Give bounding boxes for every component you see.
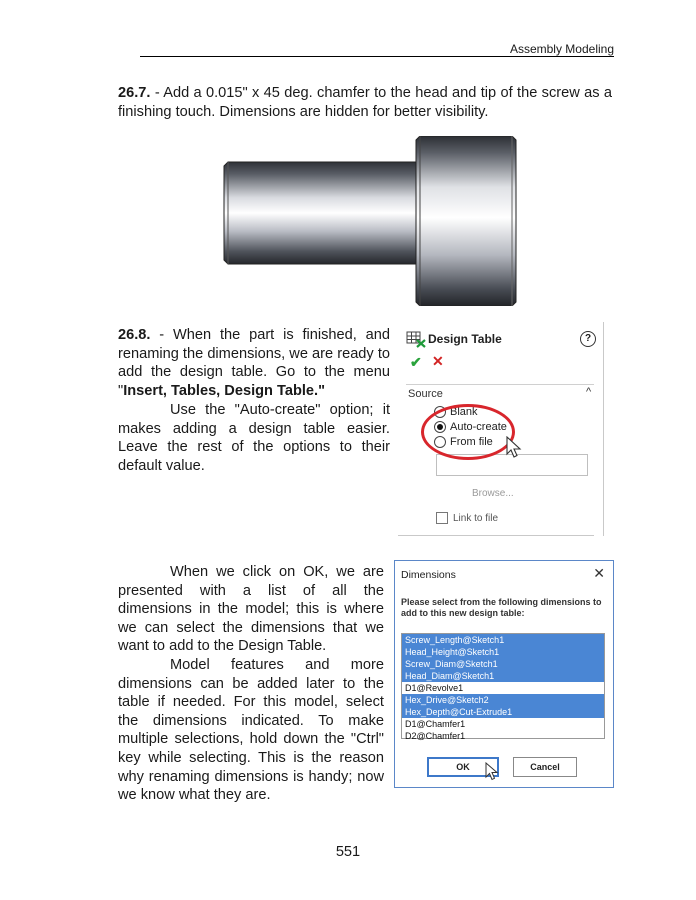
highlight-ellipse xyxy=(421,404,515,460)
dialog-instruction: Please select from the following dimensions to add to this new design table: xyxy=(401,597,602,618)
section-title: Assembly Modeling xyxy=(509,42,614,56)
step-26-8-option-paragraph xyxy=(118,401,390,475)
step-26-7-paragraph xyxy=(118,84,612,121)
page-number: 551 xyxy=(335,844,361,860)
dimensions-intro-paragraph xyxy=(118,563,384,656)
mouse-pointer-icon xyxy=(485,762,499,782)
step-26-8-paragraph xyxy=(118,326,390,400)
link-to-file-checkbox[interactable] xyxy=(436,512,498,524)
step-26-8-number: 26.8. xyxy=(118,327,151,343)
help-icon[interactable]: ? xyxy=(580,331,596,347)
header-rule xyxy=(140,56,614,57)
list-item[interactable]: Head_Diam@Sketch1 xyxy=(402,670,604,682)
list-item[interactable]: Hex_Depth@Cut-Extrude1 xyxy=(402,706,604,718)
mouse-pointer-icon xyxy=(506,436,522,460)
design-table-icon xyxy=(406,330,426,348)
step-26-7-number: 26.7. xyxy=(118,85,151,101)
cancel-button[interactable]: Cancel xyxy=(513,757,577,777)
separator xyxy=(406,384,594,385)
collapse-caret-icon[interactable]: ^ xyxy=(586,386,592,398)
ok-button[interactable]: OK xyxy=(427,757,499,777)
cancel-x-icon[interactable]: ✕ xyxy=(432,353,444,369)
link-to-file-label: Link to file xyxy=(453,512,499,524)
step-26-8-menu-path: Insert, Tables, Design Table xyxy=(123,382,315,399)
ok-check-icon[interactable]: ✔ xyxy=(410,354,422,370)
design-table-title: Design Table xyxy=(428,332,502,346)
dimensions-intro-text: When we click on OK, we are presented with a list of all the dimensions in the model; this is where we can select the dimensions that we want to add to the Design Table. xyxy=(118,564,384,655)
list-item[interactable]: D2@Chamfer1 xyxy=(405,731,466,741)
radio-label: Blank xyxy=(450,406,478,418)
step-26-7-text: - Add a 0.015" x 45 deg. chamfer to the head and tip of the screw as a finishing touch. Dimensions are hidden for better visibility. xyxy=(118,85,612,120)
dimensions-selection-text: Model features and more dimensions can be added later to the table if needed. For this model, select the dimensions indicated. To make multiple selections, hold down the "Ctrl" key while selecting. This is the reason why renaming dimensions is handy; now we know what they are. xyxy=(118,657,384,804)
source-section-label: Source xyxy=(408,388,443,400)
step-26-8-text-2: ." xyxy=(314,382,326,399)
list-item[interactable]: D1@Revolve1 xyxy=(405,683,464,693)
step-26-8-text-1: - When the part is finished, and renaming the dimensions, we are ready to add the design table. Go to the menu " xyxy=(118,327,390,399)
step-26-8-text-3: Use the "Auto-create" option; it makes adding a design table easier. Leave the rest of the options to their default value. xyxy=(118,402,390,474)
dimensions-selection-paragraph xyxy=(118,656,384,805)
radio-label: Auto-create xyxy=(450,421,507,433)
radio-label: From file xyxy=(450,436,493,448)
screw-model-image xyxy=(220,136,518,306)
panel-border-bottom xyxy=(398,535,594,536)
list-item[interactable]: Head_Height@Sketch1 xyxy=(402,646,604,658)
list-item[interactable]: Hex_Drive@Sketch2 xyxy=(402,694,604,706)
dimensions-list[interactable] xyxy=(401,633,605,739)
dimensions-dialog xyxy=(394,560,614,788)
panel-border xyxy=(603,322,604,536)
close-icon[interactable]: ✕ xyxy=(593,565,605,581)
list-item[interactable]: Screw_Length@Sketch1 xyxy=(402,634,604,646)
browse-button[interactable]: Browse... xyxy=(472,488,514,499)
checkbox-icon xyxy=(436,512,448,524)
dialog-title: Dimensions xyxy=(401,569,456,581)
list-item[interactable]: D1@Chamfer1 xyxy=(405,719,466,729)
list-item[interactable]: Screw_Diam@Sketch1 xyxy=(402,658,604,670)
